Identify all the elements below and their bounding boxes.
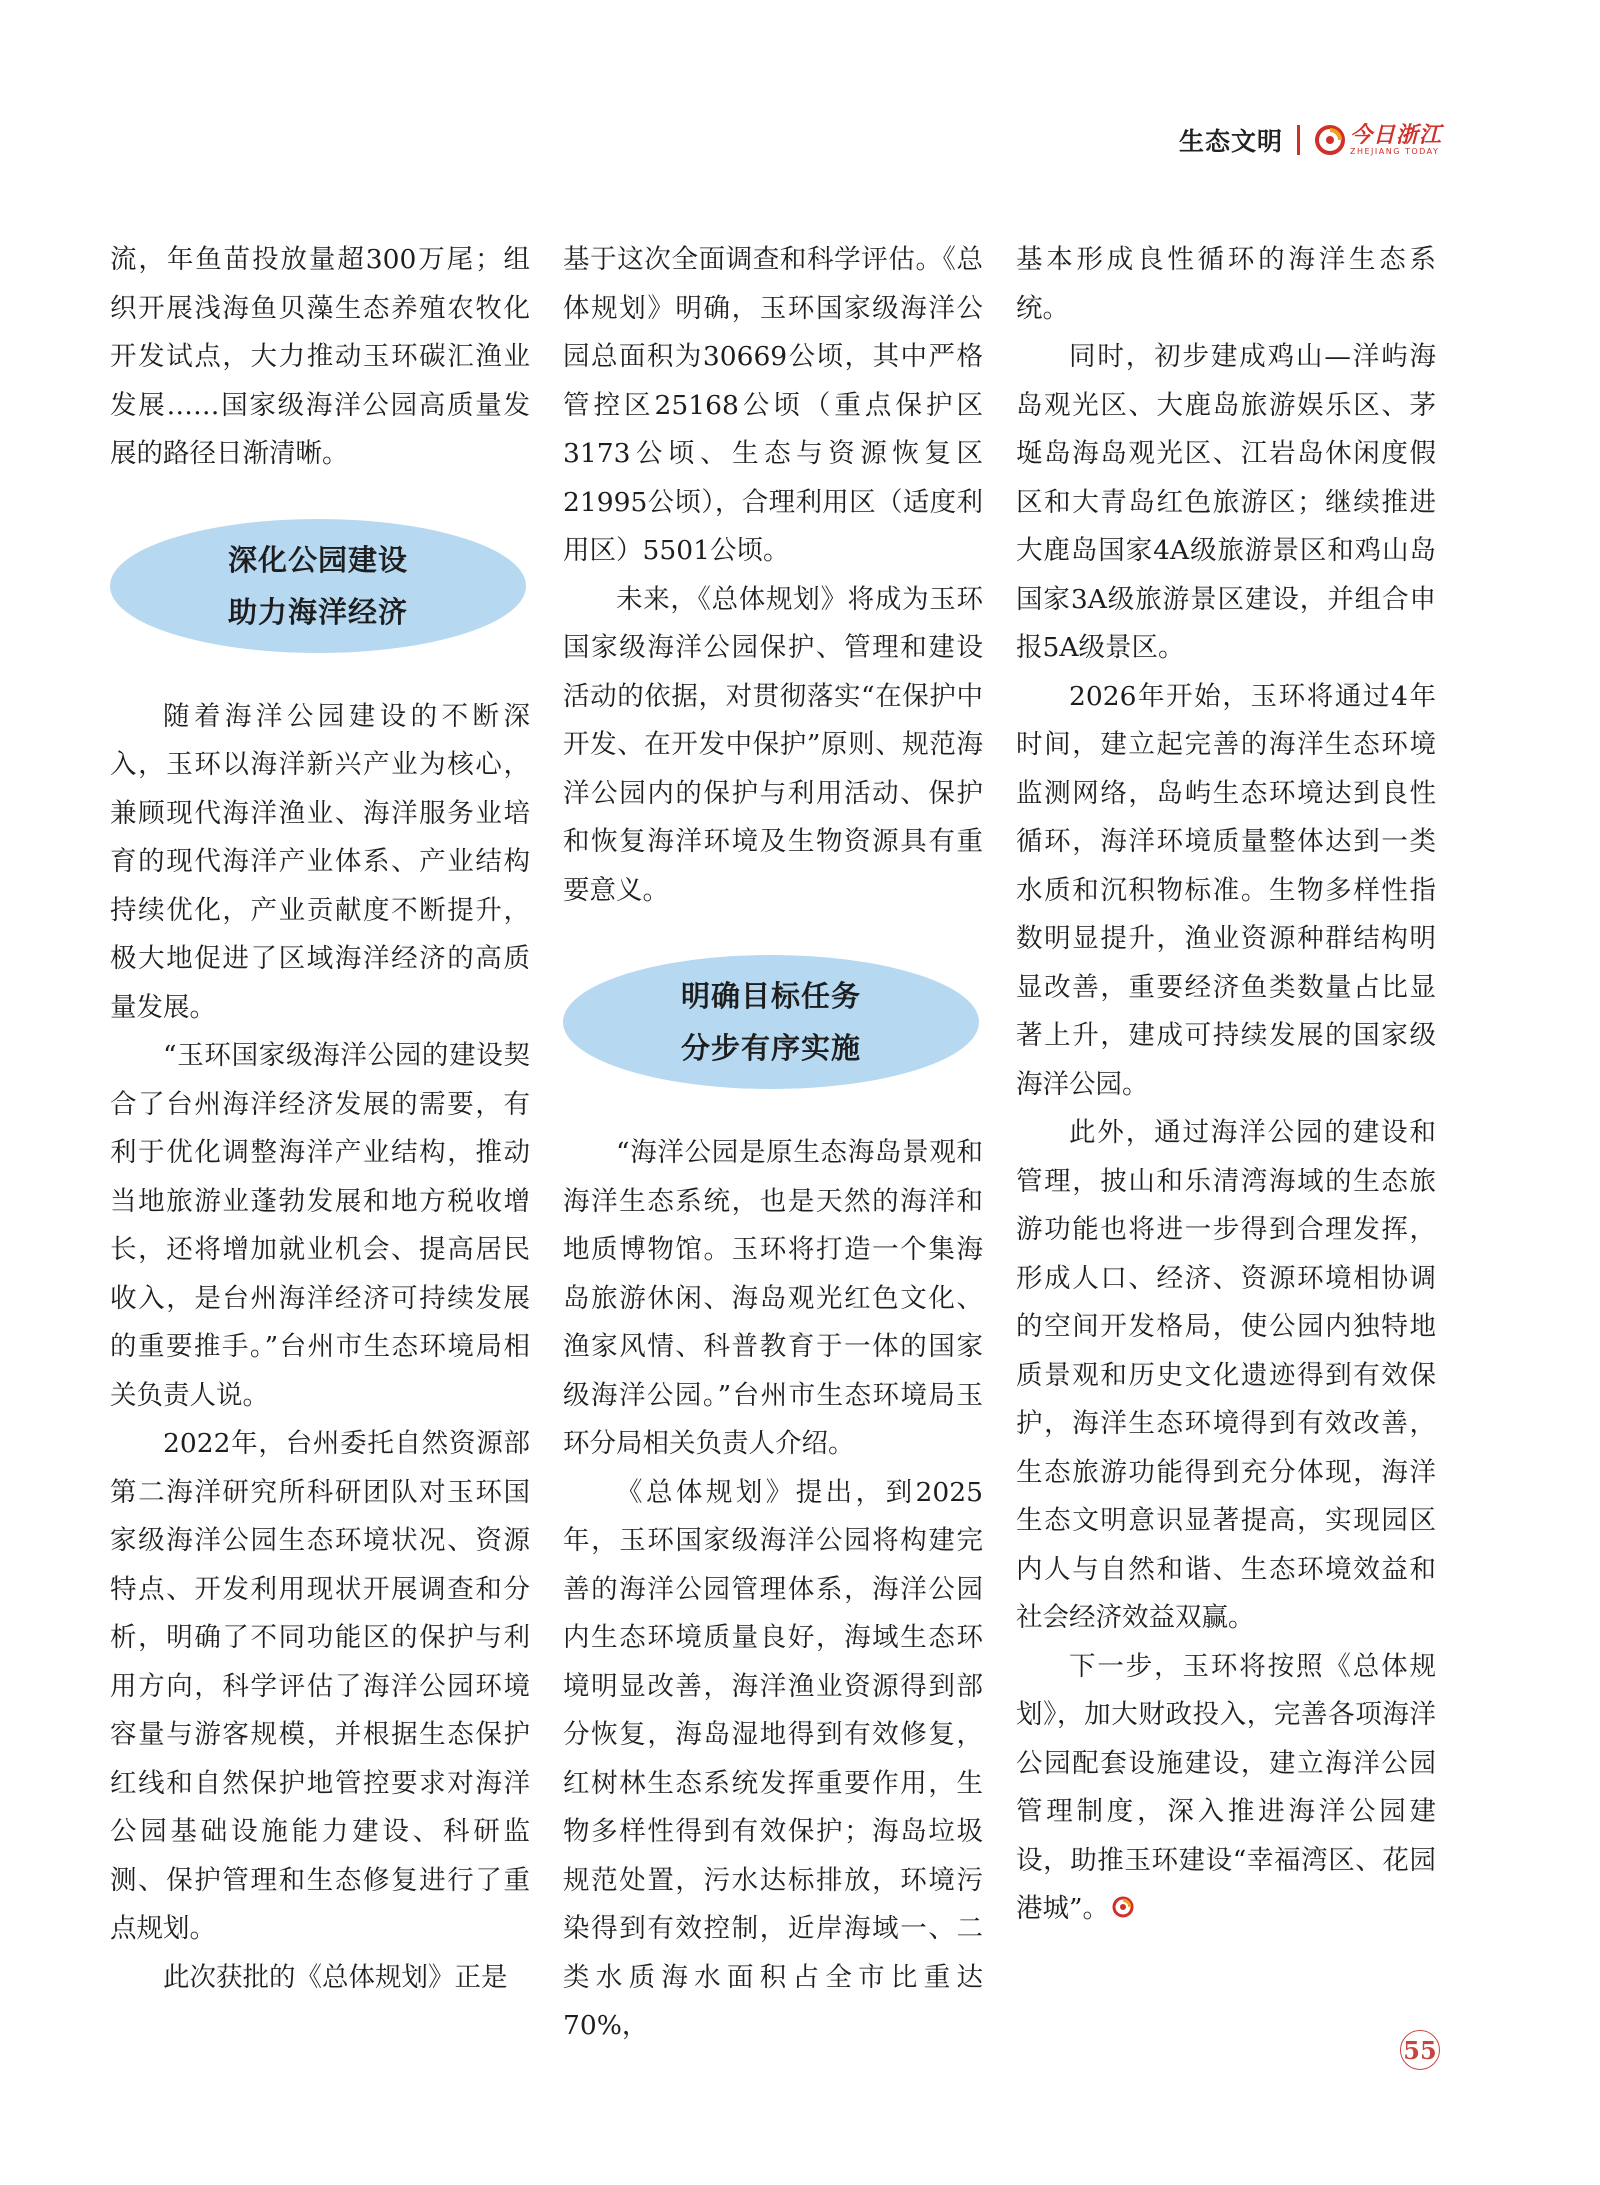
column-3: [1016, 236, 1436, 1934]
section-label: 生态文明: [1178, 127, 1283, 156]
paragraph: 流，年鱼苗投放量超300万尾；组织开展浅海鱼贝藻生态养殖农牧化开发试点，大力推动玉环碳汇渔业发展……国家级海洋公园高质量发展的路径日渐清晰。: [110, 244, 530, 469]
page-header: [1179, 122, 1442, 158]
section-heading-2: [563, 955, 979, 1089]
heading-line: 助力海洋经济: [227, 594, 408, 629]
swirl-logo-icon: [1314, 124, 1346, 156]
end-mark-icon: [1111, 1895, 1135, 1919]
paragraph: 此次获批的《总体规划》正是: [163, 1961, 508, 1993]
paragraph: 2022年，台州委托自然资源部第二海洋研究所科研团队对玉环国家级海洋公园生态环境状况、资源特点、开发利用现状开展调查和分析，明确了不同功能区的保护与利用方向，科学评估了海洋公园环境容量与游客规模，并根据生态保护红线和自然保护地管控要求对海洋公园基础设施能力建设、科研监测、保护管理和生态修复进行了重点规划。: [110, 1428, 530, 1944]
heading-line: 分步有序实施: [680, 1031, 861, 1065]
logo-chinese: 今日浙江: [1349, 122, 1442, 148]
paragraph: “玉环国家级海洋公园的建设契合了台州海洋经济发展的需要，有利于优化调整海洋产业结构，推动当地旅游业蓬勃发展和地方税收增长，还将增加就业机会、提高居民收入，是台州海洋经济可持续发展的重要推手。”台州市生态环境局相关负责人说。: [110, 1040, 530, 1411]
paragraph-final: [1016, 1643, 1436, 1934]
page-number: 55: [1400, 2030, 1440, 2070]
column-1: [110, 236, 530, 2002]
paragraph: 基于这次全面调查和科学评估。《总体规划》明确，玉环国家级海洋公园总面积为30669公顷，其中严格管控区25168公顷（重点保护区3173公顷、生态与资源恢复区21995公顷），合理利用区（适度利用区）5501公顷。: [563, 244, 983, 566]
paragraph: 未来，《总体规划》将成为玉环国家级海洋公园保护、管理和建设活动的依据，对贯彻落实“在保护中开发、在开发中保护”原则、规范海洋公园内的保护与利用活动、保护和恢复海洋环境及生物资源具有重要意义。: [563, 583, 983, 906]
paragraph: 此外，通过海洋公园的建设和管理，披山和乐清湾海域的生态旅游功能也将进一步得到合理发挥，形成人口、经济、资源环境相协调的空间开发格局，使公园内独特地质景观和历史文化遗迹得到有效保护，海洋生态环境得到有效改善，生态旅游功能得到充分体现，海洋生态文明意识显著提高，实现园区内人与自然和谐、生态环境效益和社会经济效益双赢。: [1016, 1117, 1436, 1633]
paragraph: 基本形成良性循环的海洋生态系统。: [1016, 244, 1436, 324]
header-divider: [1297, 125, 1300, 155]
heading-line: 深化公园建设: [227, 542, 408, 577]
logo-english: ZHEJIANG TODAY: [1349, 147, 1440, 156]
magazine-logo: [1314, 124, 1442, 156]
paragraph-text: 下一步，玉环将按照《总体规划》，加大财政投入，完善各项海洋公园配套设施建设，建立海洋公园管理制度，深入推进海洋公园建设，助推玉环建设“幸福湾区、花园港城”。: [1016, 1650, 1436, 1924]
paragraph: 随着海洋公园建设的不断深入，玉环以海洋新兴产业为核心，兼顾现代海洋渔业、海洋服务业培育的现代海洋产业体系、产业结构持续优化，产业贡献度不断提升，极大地促进了区域海洋经济的高质量发展。: [110, 700, 530, 1023]
paragraph: 2026年开始，玉环将通过4年时间，建立起完善的海洋生态环境监测网络，岛屿生态环境达到良性循环，海洋环境质量整体达到一类水质和沉积物标准。生物多样性指数明显提升，渔业资源种群结构明显改善，重要经济鱼类数量占比显著上升，建成可持续发展的国家级海洋公园。: [1016, 680, 1436, 1100]
paragraph: “海洋公园是原生态海岛景观和海洋生态系统，也是天然的海洋和地质博物馆。玉环将打造一个集海岛旅游休闲、海岛观光红色文化、渔家风情、科普教育于一体的国家级海洋公园。”台州市生态环境局玉环分局相关负责人介绍。: [563, 1137, 983, 1459]
column-2: [563, 236, 983, 2051]
paragraph: 同时，初步建成鸡山—洋屿海岛观光区、大鹿岛旅游娱乐区、茅埏岛海岛观光区、江岩岛休闲度假区和大青岛红色旅游区；继续推进大鹿岛国家4A级旅游景区和鸡山岛国家3A级旅游景区建设，并组合申报5A级景区。: [1016, 341, 1436, 663]
heading-line: 明确目标任务: [680, 979, 861, 1013]
paragraph: 《总体规划》提出，到2025年，玉环国家级海洋公园将构建完善的海洋公园管理体系，海洋公园内生态环境质量良好，海域生态环境明显改善，海洋渔业资源得到部分恢复，海岛湿地得到有效修复，红树林生态系统发挥重要作用，生物多样性得到有效保护；海岛垃圾规范处置，污水达标排放，环境污染得到有效控制，近岸海域一、二类水质海水面积占全市比重达70%，: [563, 1476, 983, 2041]
section-heading-1: [110, 519, 526, 653]
